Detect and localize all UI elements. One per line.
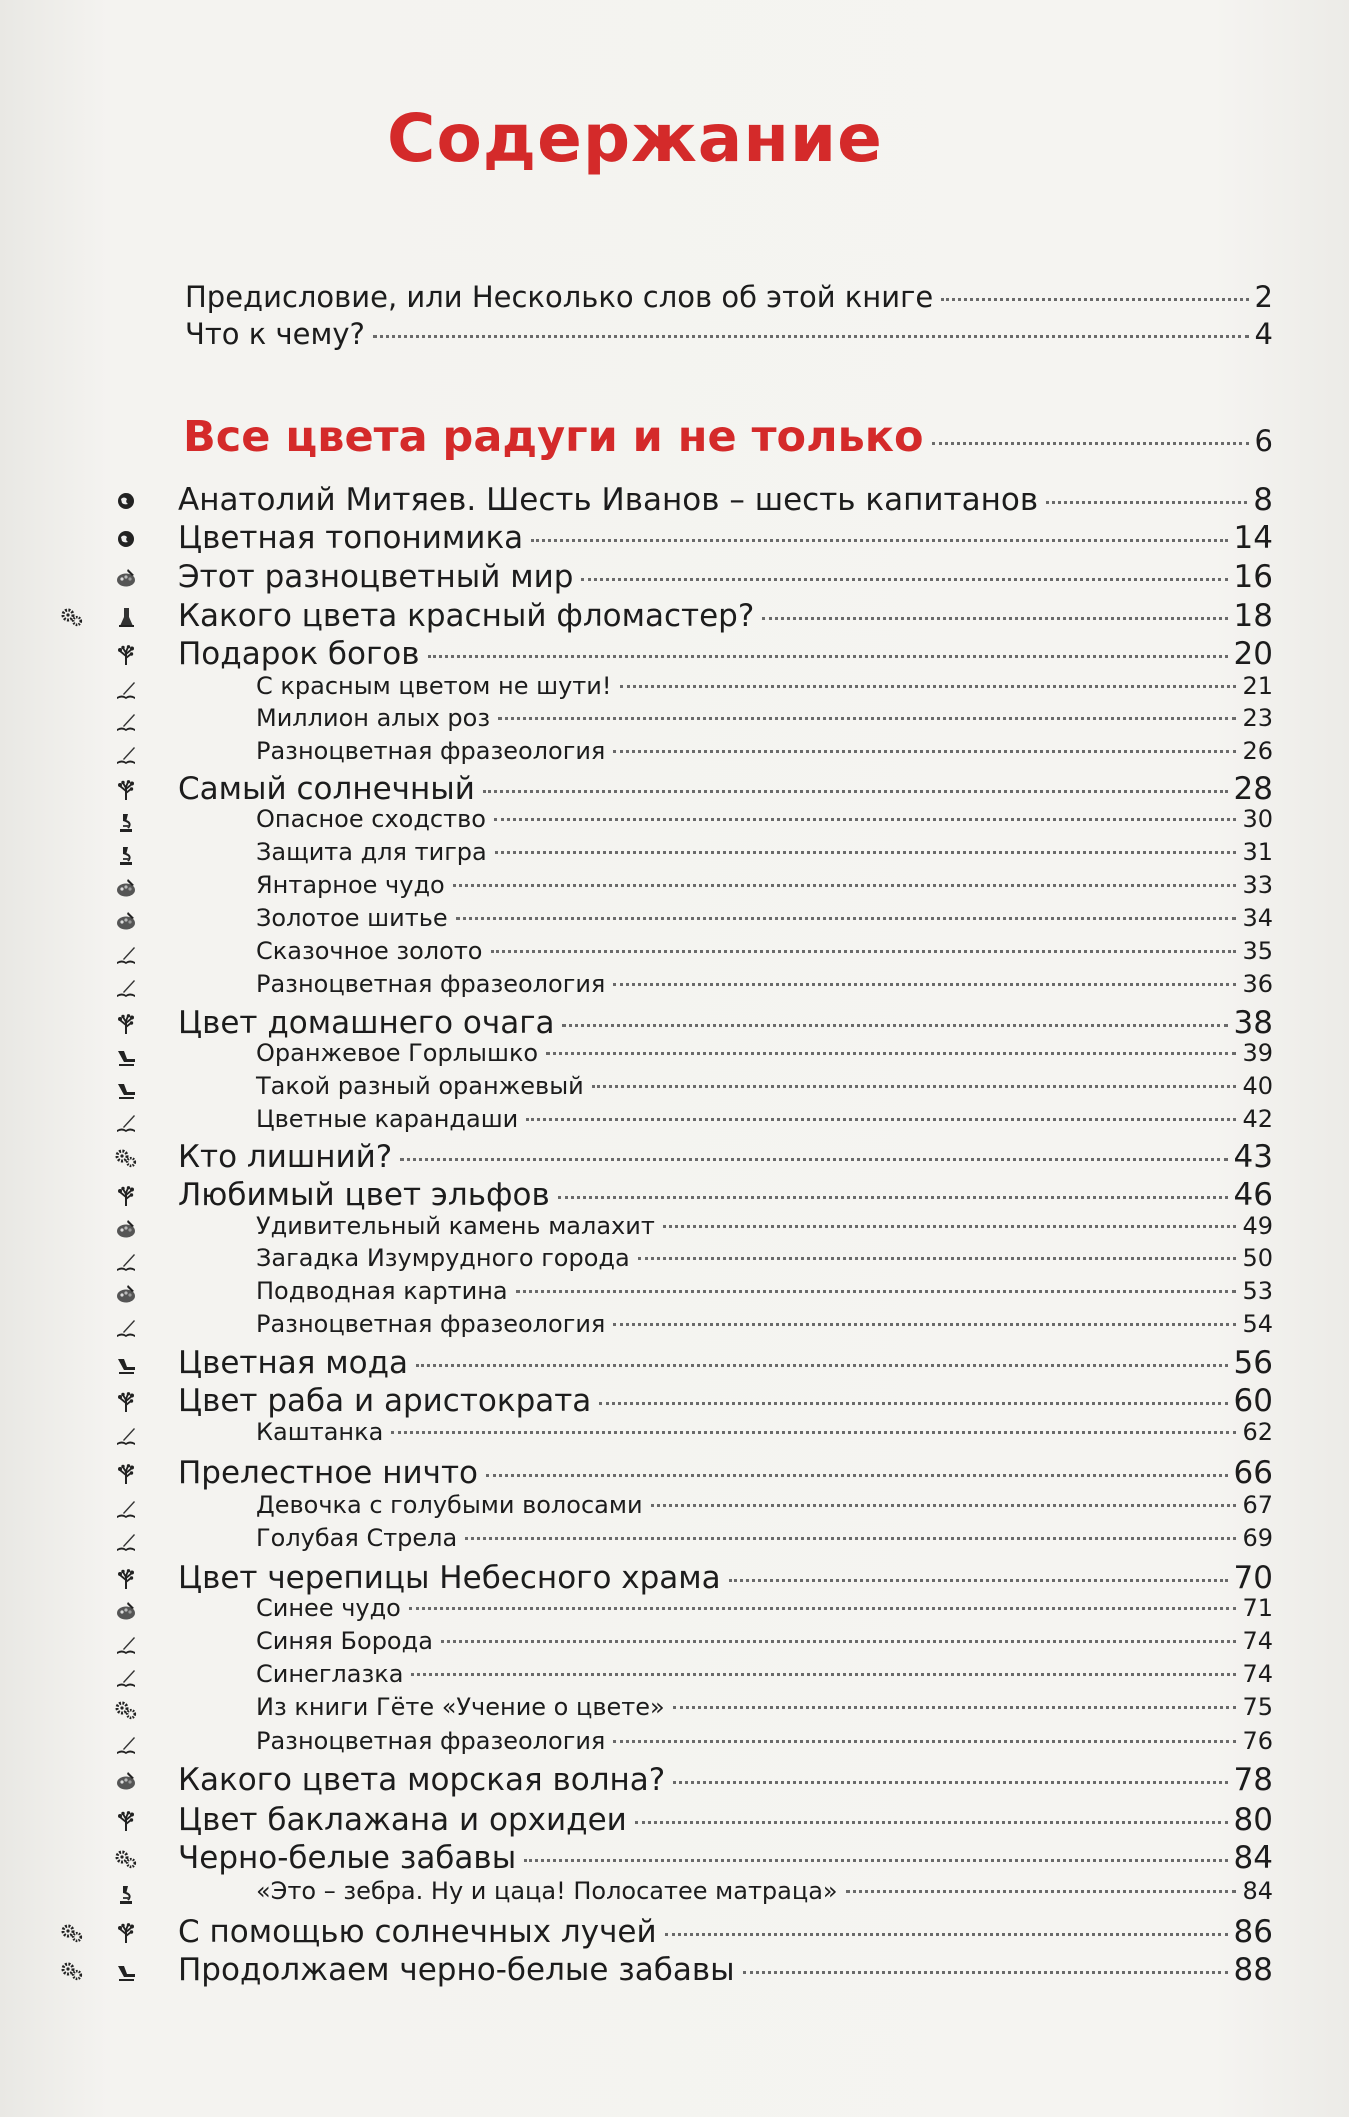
page-number: 31: [1242, 838, 1273, 866]
entry-title: Продолжаем черно-белые забавы: [178, 1952, 735, 1988]
globe-icon: [115, 490, 137, 512]
entry-title: Этот разноцветный мир: [178, 559, 574, 595]
entry-title: Какого цвета красный фломастер?: [178, 598, 755, 634]
toc-row: [0, 838, 1349, 874]
toc-row: [0, 1139, 1349, 1175]
gears-icon: [115, 1699, 137, 1721]
tree-icon: [115, 1568, 137, 1590]
toc-row: [0, 1418, 1349, 1454]
leader-dots: [491, 950, 1237, 953]
leader-dots: [526, 1118, 1236, 1121]
toc-entry: [256, 1491, 1273, 1519]
entry-title: Цвет черепицы Небесного храма: [178, 1560, 721, 1596]
page-number: 88: [1233, 1952, 1273, 1988]
book-pen-icon: [115, 943, 137, 965]
entry-title: Загадка Изумрудного города: [256, 1244, 630, 1272]
page-number: 70: [1233, 1560, 1273, 1596]
toc-entry: [256, 1594, 1273, 1622]
toc-entry: [256, 1244, 1273, 1272]
book-pen-icon: [115, 710, 137, 732]
bird-icon: [115, 1078, 137, 1100]
page-number: 39: [1242, 1039, 1273, 1067]
leader-dots: [391, 1431, 1236, 1434]
page-number: 40: [1242, 1072, 1273, 1100]
leader-dots: [373, 335, 1249, 338]
entry-title: Золотое шитье: [256, 904, 448, 932]
microscope-icon: [115, 811, 137, 833]
book-pen-icon: [115, 1316, 137, 1338]
tree-icon: [115, 1185, 137, 1207]
page-number: 21: [1242, 672, 1273, 700]
entry-title: Удивительный камень малахит: [256, 1212, 655, 1240]
leader-dots: [613, 750, 1236, 753]
leader-dots: [846, 1890, 1237, 1893]
toc-entry: [256, 1727, 1273, 1755]
toc-row: [0, 559, 1349, 595]
page-number: 84: [1242, 1877, 1273, 1905]
leader-dots: [495, 851, 1237, 854]
toc-row: [0, 1952, 1349, 1988]
toc-entry: [256, 1310, 1273, 1338]
page-number: 8: [1253, 482, 1273, 518]
leader-dots: [486, 1474, 1228, 1477]
toc-entry: [178, 1345, 1273, 1381]
entry-title: Такой разный оранжевый: [256, 1072, 584, 1100]
tree-icon: [115, 1922, 137, 1944]
toc-row: [0, 1491, 1349, 1527]
toc-entry: [256, 838, 1273, 866]
toc-row: [0, 1177, 1349, 1213]
toc-row: [0, 871, 1349, 907]
leader-dots: [409, 1607, 1237, 1610]
palette-icon: [115, 1283, 137, 1305]
page-number: 36: [1242, 970, 1273, 998]
leader-dots: [673, 1706, 1237, 1709]
bird-icon: [115, 1353, 137, 1375]
tree-icon: [115, 1013, 137, 1035]
page-number: 16: [1233, 559, 1273, 595]
microscope-icon: [115, 844, 137, 866]
entry-title: Опасное сходство: [256, 805, 486, 833]
toc-entry: [256, 1693, 1273, 1721]
entry-title: Синяя Борода: [256, 1627, 433, 1655]
leader-dots: [411, 1673, 1236, 1676]
toc-row: [0, 1762, 1349, 1798]
entry-title: Анатолий Митяев. Шесть Иванов – шесть капитанов: [178, 482, 1039, 518]
tree-icon: [115, 779, 137, 801]
toc-entry: [185, 280, 1273, 314]
leader-dots: [651, 1504, 1237, 1507]
toc-row: [0, 1039, 1349, 1075]
leader-dots: [416, 1364, 1228, 1367]
toc-row: [0, 970, 1349, 1006]
toc-entry: [178, 1177, 1273, 1213]
book-pen-icon: [115, 678, 137, 700]
toc-row: [0, 1802, 1349, 1838]
flask-icon: [115, 606, 137, 628]
book-pen-icon: [115, 1633, 137, 1655]
toc-row: [0, 704, 1349, 740]
entry-title: Прелестное ничто: [178, 1455, 478, 1491]
toc-row: [0, 737, 1349, 773]
toc-row: [0, 937, 1349, 973]
page-number: 86: [1233, 1914, 1273, 1950]
toc-row: [0, 1627, 1349, 1663]
entry-title: Разноцветная фразеология: [256, 737, 606, 765]
gears-icon: [61, 606, 83, 628]
palette-icon: [115, 1770, 137, 1792]
bird-icon: [115, 1045, 137, 1067]
toc-entry: [178, 482, 1273, 518]
palette-icon: [115, 567, 137, 589]
palette-icon: [115, 1218, 137, 1240]
toc-entry: [256, 1877, 1273, 1905]
entry-title: Любимый цвет эльфов: [178, 1177, 550, 1213]
page-number: 78: [1233, 1762, 1273, 1798]
leader-dots: [483, 790, 1228, 793]
palette-icon: [115, 1600, 137, 1622]
book-pen-icon: [115, 1497, 137, 1519]
page-number: 62: [1242, 1418, 1273, 1446]
leader-dots: [531, 539, 1227, 542]
book-pen-icon: [115, 1666, 137, 1688]
entry-title: С помощью солнечных лучей: [178, 1914, 657, 1950]
toc-entry: [256, 1277, 1273, 1305]
leader-dots: [638, 1257, 1237, 1260]
entry-title: Подводная картина: [256, 1277, 508, 1305]
toc-entry: [256, 1627, 1273, 1655]
leader-dots: [932, 442, 1249, 445]
toc-entry: [178, 1762, 1273, 1798]
page-number: 2: [1254, 280, 1273, 314]
page-number: 38: [1233, 1005, 1273, 1041]
book-pen-icon: [115, 1250, 137, 1272]
leader-dots: [665, 1933, 1228, 1936]
toc-row: [0, 317, 1349, 353]
entry-title: Из книги Гёте «Учение о цвете»: [256, 1693, 665, 1721]
gears-icon: [61, 1922, 83, 1944]
page-number: 42: [1242, 1105, 1273, 1133]
toc-row: [0, 1277, 1349, 1313]
entry-title: Какого цвета морская волна?: [178, 1762, 666, 1798]
page-number: 49: [1242, 1212, 1273, 1240]
toc-entry: [256, 970, 1273, 998]
toc-row: [0, 598, 1349, 634]
toc-row: [0, 1383, 1349, 1419]
toc-row: [0, 482, 1349, 518]
toc-entry: [178, 1952, 1273, 1988]
toc-entry: [256, 737, 1273, 765]
leader-dots: [441, 1640, 1237, 1643]
toc-entry: [178, 1139, 1273, 1175]
toc-row: [0, 771, 1349, 807]
page-title: Содержание: [387, 100, 883, 177]
section-heading: Все цвета радуги и не только: [183, 412, 924, 462]
leader-dots: [516, 1290, 1237, 1293]
toc-row: [0, 1914, 1349, 1950]
entry-title: Сказочное золото: [256, 937, 483, 965]
toc-entry: [256, 904, 1273, 932]
toc-entry: [178, 559, 1273, 595]
toc-entry: [256, 672, 1273, 700]
toc-row: [0, 1660, 1349, 1696]
toc-row: [0, 1212, 1349, 1248]
toc-entry: [256, 1072, 1273, 1100]
tree-icon: [115, 1463, 137, 1485]
leader-dots: [465, 1537, 1236, 1540]
tree-icon: [115, 1810, 137, 1832]
page-number: 80: [1233, 1802, 1273, 1838]
toc-section-row: [0, 412, 1349, 462]
toc-row: [0, 1693, 1349, 1729]
toc-entry: [256, 1212, 1273, 1240]
leader-dots: [562, 1024, 1227, 1027]
book-pen-icon: [115, 1733, 137, 1755]
toc-entry: [178, 1802, 1273, 1838]
toc-entry: [178, 520, 1273, 556]
page-number: 20: [1233, 636, 1273, 672]
toc-row: [0, 1524, 1349, 1560]
toc-row: [0, 1727, 1349, 1763]
entry-title: Цветные карандаши: [256, 1105, 519, 1133]
entry-title: Кто лишний?: [178, 1139, 393, 1175]
page-number: 71: [1242, 1594, 1273, 1622]
toc-entry: [185, 317, 1273, 351]
page-number: 43: [1233, 1139, 1273, 1175]
page-number: 84: [1233, 1840, 1273, 1876]
toc-entry: [178, 1840, 1273, 1876]
entry-title: С красным цветом не шути!: [256, 672, 612, 700]
leader-dots: [558, 1196, 1228, 1199]
page-number: 34: [1242, 904, 1273, 932]
toc-entry: [256, 1524, 1273, 1552]
entry-title: Синее чудо: [256, 1594, 401, 1622]
gears-icon: [61, 1960, 83, 1982]
leader-dots: [498, 717, 1236, 720]
leader-dots: [762, 617, 1227, 620]
leader-dots: [524, 1859, 1227, 1862]
page-number: 46: [1233, 1177, 1273, 1213]
entry-title: Миллион алых роз: [256, 704, 491, 732]
toc-entry: [256, 805, 1273, 833]
tree-icon: [115, 644, 137, 666]
entry-title: Цветная топонимика: [178, 520, 524, 556]
toc-entry: [178, 1383, 1273, 1419]
bird-icon: [115, 1960, 137, 1982]
toc-entry: [256, 1039, 1273, 1067]
book-pen-icon: [115, 976, 137, 998]
toc-row: [0, 1310, 1349, 1346]
page-number: 28: [1233, 771, 1273, 807]
toc-entry: [178, 1455, 1273, 1491]
gears-icon: [115, 1848, 137, 1870]
entry-title: Цветная мода: [178, 1345, 409, 1381]
page-number: 67: [1242, 1491, 1273, 1519]
page-number: 4: [1254, 317, 1273, 351]
leader-dots: [400, 1158, 1227, 1161]
page-number: 66: [1233, 1455, 1273, 1491]
page-number: 54: [1242, 1310, 1273, 1338]
toc-entry: [178, 598, 1273, 634]
toc-row: [0, 904, 1349, 940]
leader-dots: [592, 1085, 1237, 1088]
tree-icon: [115, 1391, 137, 1413]
leader-dots: [613, 1323, 1236, 1326]
entry-title: Разноцветная фразеология: [256, 970, 606, 998]
toc-row: [0, 636, 1349, 672]
page-number: 26: [1242, 737, 1273, 765]
globe-icon: [115, 528, 137, 550]
entry-title: Черно-белые забавы: [178, 1840, 517, 1876]
leader-dots: [663, 1225, 1237, 1228]
toc-row: [0, 1560, 1349, 1596]
palette-icon: [115, 910, 137, 932]
entry-title: Голубая Стрела: [256, 1524, 458, 1552]
entry-title: Цвет раба и аристократа: [178, 1383, 592, 1419]
entry-title: Девочка с голубыми волосами: [256, 1491, 643, 1519]
leader-dots: [941, 298, 1248, 301]
entry-title: Разноцветная фразеология: [256, 1310, 606, 1338]
book-pen-icon: [115, 1424, 137, 1446]
toc-entry: [178, 1005, 1273, 1041]
page-number: 50: [1242, 1244, 1273, 1272]
leader-dots: [456, 917, 1237, 920]
toc-entry: [183, 412, 1273, 462]
toc-entry: [256, 937, 1273, 965]
book-pen-icon: [115, 1111, 137, 1133]
entry-title: «Это – зебра. Ну и цаца! Полосатее матраца»: [256, 1877, 838, 1905]
page-number: 14: [1233, 520, 1273, 556]
toc-row: [0, 1877, 1349, 1913]
leader-dots: [428, 655, 1228, 658]
entry-title: Оранжевое Горлышко: [256, 1039, 539, 1067]
toc-entry: [178, 1914, 1273, 1950]
toc-entry: [256, 1105, 1273, 1133]
page-number: 76: [1242, 1727, 1273, 1755]
page-number: 75: [1242, 1693, 1273, 1721]
leader-dots: [729, 1579, 1228, 1582]
toc-row: [0, 1345, 1349, 1381]
toc-row: [0, 1005, 1349, 1041]
toc-row: [0, 1244, 1349, 1280]
entry-title: Самый солнечный: [178, 771, 475, 807]
page-number: 74: [1242, 1660, 1273, 1688]
entry-title: Янтарное чудо: [256, 871, 445, 899]
page-number: 56: [1233, 1345, 1273, 1381]
leader-dots: [453, 884, 1237, 887]
gears-icon: [115, 1147, 137, 1169]
leader-dots: [613, 983, 1236, 986]
leader-dots: [599, 1402, 1227, 1405]
leader-dots: [494, 818, 1237, 821]
entry-title: Защита для тигра: [256, 838, 487, 866]
page-number: 69: [1242, 1524, 1273, 1552]
microscope-icon: [115, 1883, 137, 1905]
leader-dots: [743, 1971, 1228, 1974]
leader-dots: [546, 1052, 1236, 1055]
toc-row: [0, 280, 1349, 316]
entry-title: Синеглазка: [256, 1660, 404, 1688]
book-pen-icon: [115, 743, 137, 765]
page-number: 18: [1233, 598, 1273, 634]
leader-dots: [673, 1781, 1227, 1784]
toc-row: [0, 805, 1349, 841]
leader-dots: [620, 685, 1237, 688]
page-number: 6: [1254, 424, 1273, 458]
toc-row: [0, 1455, 1349, 1491]
toc-entry: [256, 704, 1273, 732]
leader-dots: [1046, 501, 1247, 504]
entry-title: Предисловие, или Несколько слов об этой книге: [185, 280, 934, 314]
toc-entry: [256, 871, 1273, 899]
toc-entry: [256, 1660, 1273, 1688]
leader-dots: [581, 578, 1227, 581]
toc-entry: [256, 1418, 1273, 1446]
toc-row: [0, 1840, 1349, 1876]
entry-title: Цвет баклажана и орхидеи: [178, 1802, 627, 1838]
toc-entry: [178, 1560, 1273, 1596]
page-number: 33: [1242, 871, 1273, 899]
entry-title: Что к чему?: [185, 317, 365, 351]
entry-title: Подарок богов: [178, 636, 420, 672]
page-number: 35: [1242, 937, 1273, 965]
leader-dots: [635, 1821, 1228, 1824]
leader-dots: [613, 1740, 1236, 1743]
page-number: 30: [1242, 805, 1273, 833]
toc-entry: [178, 771, 1273, 807]
entry-title: Каштанка: [256, 1418, 384, 1446]
page-number: 60: [1233, 1383, 1273, 1419]
toc-row: [0, 520, 1349, 556]
palette-icon: [115, 877, 137, 899]
entry-title: Цвет домашнего очага: [178, 1005, 555, 1041]
toc-row: [0, 1072, 1349, 1108]
page-number: 53: [1242, 1277, 1273, 1305]
book-pen-icon: [115, 1530, 137, 1552]
toc-row: [0, 1594, 1349, 1630]
entry-title: Разноцветная фразеология: [256, 1727, 606, 1755]
page-number: 74: [1242, 1627, 1273, 1655]
toc-entry: [178, 636, 1273, 672]
toc-row: [0, 1105, 1349, 1141]
page-number: 23: [1242, 704, 1273, 732]
toc-row: [0, 672, 1349, 708]
